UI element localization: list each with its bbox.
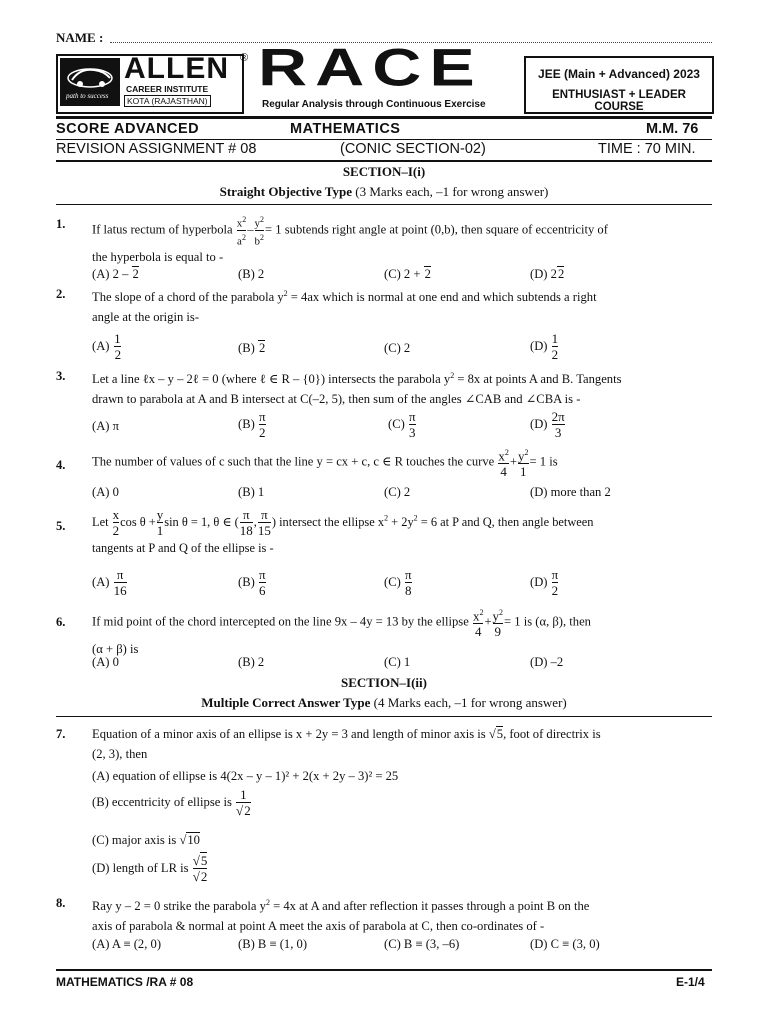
q3-text-a: Let a line ℓx – y – 2ℓ = 0 (where ℓ ∈ R – {0}) intersects the parabola y (92, 372, 451, 387)
question-number: 5. (56, 519, 66, 533)
allen-wordmark: ALLEN (124, 52, 229, 85)
option-d[interactable]: (D) more than 2 (530, 485, 611, 499)
question-text: Ray y – 2 = 0 strike the parabola $y^2 = 4x$ at A and after reflection it passes through a point B on the axis of parabola & normal at point A meet the axis of parabola at C, then co-ordinates of - (92, 898, 590, 934)
score-advanced: SCORE ADVANCED (56, 121, 200, 137)
subject-title: MATHEMATICS (290, 121, 401, 137)
option-c[interactable]: (C) B ≡ (3, –6) (384, 937, 460, 951)
option-a[interactable]: (A) $\frac{1}{2}$ (92, 331, 122, 362)
option-b[interactable]: (B) B ≡ (1, 0) (238, 937, 308, 951)
footer-rule (56, 969, 712, 971)
topic-title: (CONIC SECTION-02) (340, 141, 486, 157)
option-b[interactable]: (B) $\frac{\pi}{6}$ (238, 567, 266, 598)
question-text: If mid point of the chord intercepted on the line 9x – 4y = 13 by the ellipse $\frac{x^2}{4}$ + $\frac{y^2}{9}$ = 1 is (α, β), then (α + β) is (92, 608, 591, 657)
option-a[interactable]: (A) 2 – 2 (92, 267, 139, 281)
header-rule (56, 116, 712, 119)
question-3 (56, 366, 712, 450)
q3-options (92, 410, 712, 442)
question-1 (56, 214, 712, 284)
q4-text-b: is (549, 454, 558, 469)
option-c[interactable]: (C) 2 (384, 341, 411, 355)
jee-label: JEE (Main + Advanced) 2023 (538, 67, 700, 81)
q5-options (92, 568, 712, 600)
question-4 (56, 446, 712, 502)
revision-assignment: REVISION ASSIGNMENT # 08 (56, 141, 257, 157)
question-number: 4. (56, 458, 66, 472)
q2-text-b: = 4ax which is normal at one end and which subtends a right (290, 290, 597, 305)
option-b[interactable]: (B) eccentricity of ellipse is $\frac{1}{√2}$ (92, 787, 251, 818)
question-text: Let a line ℓx – y – 2ℓ = 0 (where ℓ ∈ R – {0}) intersects the parabola $y^2 = 8x$ at points A and B. Tangents drawn to parabola at A and B intersect at C(–2, 5), then sum of the angles ∠CAB and ∠CBA is - (92, 371, 622, 407)
q5-text-a: Let (92, 514, 109, 529)
option-d[interactable]: (D) $\frac{2\pi}{3}$ (530, 409, 565, 440)
q1-options (92, 264, 712, 286)
option-a[interactable]: (A) π (92, 419, 119, 433)
allen-tagline: path to success (66, 92, 109, 100)
q2-text-a: The slope of a chord of the parabola y (92, 290, 284, 305)
q8-text-b: = 4x at A and after reflection it passes through a point B on the (273, 899, 590, 914)
option-d[interactable]: (D) length of LR is $\frac{√5}{√2}$ (92, 853, 208, 884)
option-a[interactable]: (A) 0 (92, 485, 119, 499)
question-number: 3. (56, 369, 66, 383)
q7-text-a: Equation of a minor axis of an ellipse is x + 2y = 3 and length of minor axis is (92, 727, 486, 741)
option-a[interactable]: (A) $\frac{\pi}{16}$ (92, 567, 127, 598)
option-c[interactable]: (C) 1 (384, 655, 411, 669)
section-2-instructions (56, 695, 712, 711)
q7-text-b: , foot of directrix is (503, 727, 601, 741)
car-icon (60, 58, 120, 94)
section-1-instructions (56, 184, 712, 200)
q2-text-c: angle at the origin is- (92, 310, 200, 325)
max-marks: M.M. 76 (646, 121, 699, 137)
q6-text-a: If mid point of the chord intercepted on the line 9x – 4y = 13 by the ellipse (92, 614, 469, 629)
option-c[interactable]: (C) 2 (384, 485, 411, 499)
option-d[interactable]: (D) 22 (530, 267, 565, 281)
section-2-marks: (4 Marks each, –1 for wrong answer) (373, 695, 567, 710)
q4-text-a: The number of values of c such that the line y = cx + c, c ∈ R touches the curve (92, 454, 495, 469)
question-number: 6. (56, 615, 66, 629)
q8-text-a: Ray y – 2 = 0 strike the parabola y (92, 899, 266, 914)
q8-options (92, 934, 712, 956)
q6-options (92, 652, 712, 674)
name-label: NAME : (56, 30, 104, 45)
q2-options (92, 332, 712, 362)
q3-text-b: = 8x at points A and B. Tangents (457, 372, 622, 387)
q1-frac-y: $\frac{y^2}{b^2}$ (254, 215, 265, 248)
question-5 (56, 508, 712, 604)
section-2-title: SECTION–I(ii) (341, 675, 427, 690)
question-number: 2. (56, 287, 66, 301)
section-1-title: SECTION–I(i) (342, 164, 426, 179)
time-limit: TIME : 70 MIN. (598, 141, 696, 157)
title-rule-2 (56, 160, 712, 162)
question-text: Let $\frac{x}{2}$ cos θ + $\frac{y}{1}$ sin θ = 1, θ ∈ ( $\frac{\pi}{18}$ , $\frac{\pi}{15}$ ) intersect the ellipse $x^2 + 2y^2 = 6$ at P and Q, then angle between tangents at P and Q of the ellipse is - (92, 507, 594, 555)
q6-text-b: is (α, β), then (523, 614, 591, 629)
question-8 (56, 893, 712, 959)
option-d[interactable]: (D) –2 (530, 655, 564, 669)
option-c[interactable]: (C) $\frac{\pi}{8}$ (384, 567, 412, 598)
q7-text-c: (2, 3), then (92, 747, 148, 761)
q5-text-b: intersect the ellipse x (279, 514, 385, 529)
q1-text-b: subtends right angle at point (0,b), then square of eccentricity of (284, 222, 608, 237)
option-d[interactable]: (D) C ≡ (3, 0) (530, 937, 600, 951)
q5-text-e: tangents at P and Q of the ellipse is - (92, 541, 274, 555)
section-1-marks: (3 Marks each, –1 for wrong answer) (355, 184, 549, 199)
allen-kota: KOTA (RAJASTHAN) (124, 95, 211, 107)
q8-text-c: axis of parabola & normal at point A meet the axis of parabola at C, then co-ordinates of - (92, 919, 545, 934)
option-d[interactable]: (D) $\frac{\pi}{2}$ (530, 567, 559, 598)
option-b[interactable]: (B) $\frac{\pi}{2}$ (238, 409, 266, 440)
section-2-type: Multiple Correct Answer Type (201, 695, 371, 710)
option-b[interactable]: (B) 1 (238, 485, 265, 499)
question-text: The number of values of c such that the line y = cx + c, c ∈ R touches the curve $\frac{x^2}{4}$ + $\frac{y^2}{1}$ = 1 is (92, 448, 558, 480)
allen-emblem (60, 58, 120, 106)
question-6 (56, 606, 712, 672)
option-b[interactable]: (B) 2 (238, 655, 265, 669)
question-text: Equation of a minor axis of an ellipse is x + 2y = 3 and length of minor axis is √5, foot of directrix is (2, 3), then (92, 727, 601, 761)
q3-text-c: drawn to parabola at A and B intersect at C(–2, 5), then sum of the angles ∠CAB and ∠CBA is - (92, 392, 581, 407)
registered-mark: ® (240, 52, 249, 64)
option-c[interactable]: (C) $\frac{\pi}{3}$ (388, 409, 416, 440)
title-rule (56, 139, 712, 140)
allen-logo (56, 54, 244, 114)
question-text: The slope of a chord of the parabola $y^2 = 4ax$ which is normal at one end and which subtends a right angle at the origin is- (92, 289, 597, 325)
course-box (524, 56, 714, 114)
q1-text-c: the hyperbola is equal to - (92, 250, 224, 265)
q1-text-a: If latus rectum of hyperbola (92, 222, 233, 237)
section-2-rule (56, 716, 712, 717)
footer-right: E-1/4 (676, 975, 705, 989)
option-a[interactable]: (A) 0 (92, 655, 119, 669)
question-number: 8. (56, 896, 66, 910)
q5-text-c: + 2y (391, 514, 414, 529)
q4-options (92, 482, 712, 504)
section-1-type: Straight Objective Type (219, 184, 352, 199)
footer-left: MATHEMATICS /RA # 08 (56, 975, 194, 989)
section-1-rule (56, 204, 712, 205)
question-7 (56, 724, 712, 894)
option-b[interactable]: (B) 2 (238, 267, 265, 281)
q1-frac-x: $\frac{x^2}{a^2}$ (236, 215, 247, 248)
race-subtitle: Regular Analysis through Continuous Exercise (262, 99, 486, 110)
course-label: ENTHUSIAST + LEADER COURSE (552, 89, 686, 113)
option-c[interactable]: (C) major axis is √10 (92, 833, 200, 847)
question-text: If latus rectum of hyperbola $\frac{x^2}{a^2}$ – $\frac{y^2}{b^2}$ = 1 subtends right angle at point (0,b), then square of eccentricity of the hyperbola is equal to - (92, 215, 608, 265)
option-c[interactable]: (C) 2 + 2 (384, 267, 431, 281)
q5-text-d: = 6 at P and Q, then angle between (420, 514, 594, 529)
race-title: RACE (258, 38, 483, 98)
option-d[interactable]: (D) $\frac{1}{2}$ (530, 331, 559, 362)
question-2 (56, 284, 712, 364)
q6-text-c: (α + β) is (92, 642, 139, 657)
option-a[interactable]: (A) equation of ellipse is 4(2x – y – 1)² + 2(x + 2y – 3)² = 25 (92, 769, 399, 783)
option-b[interactable]: (B) 2 (238, 341, 266, 355)
allen-career: CAREER INSTITUTE (126, 84, 209, 94)
option-a[interactable]: (A) A ≡ (2, 0) (92, 937, 162, 951)
question-number: 7. (56, 727, 66, 741)
question-number: 1. (56, 217, 66, 231)
